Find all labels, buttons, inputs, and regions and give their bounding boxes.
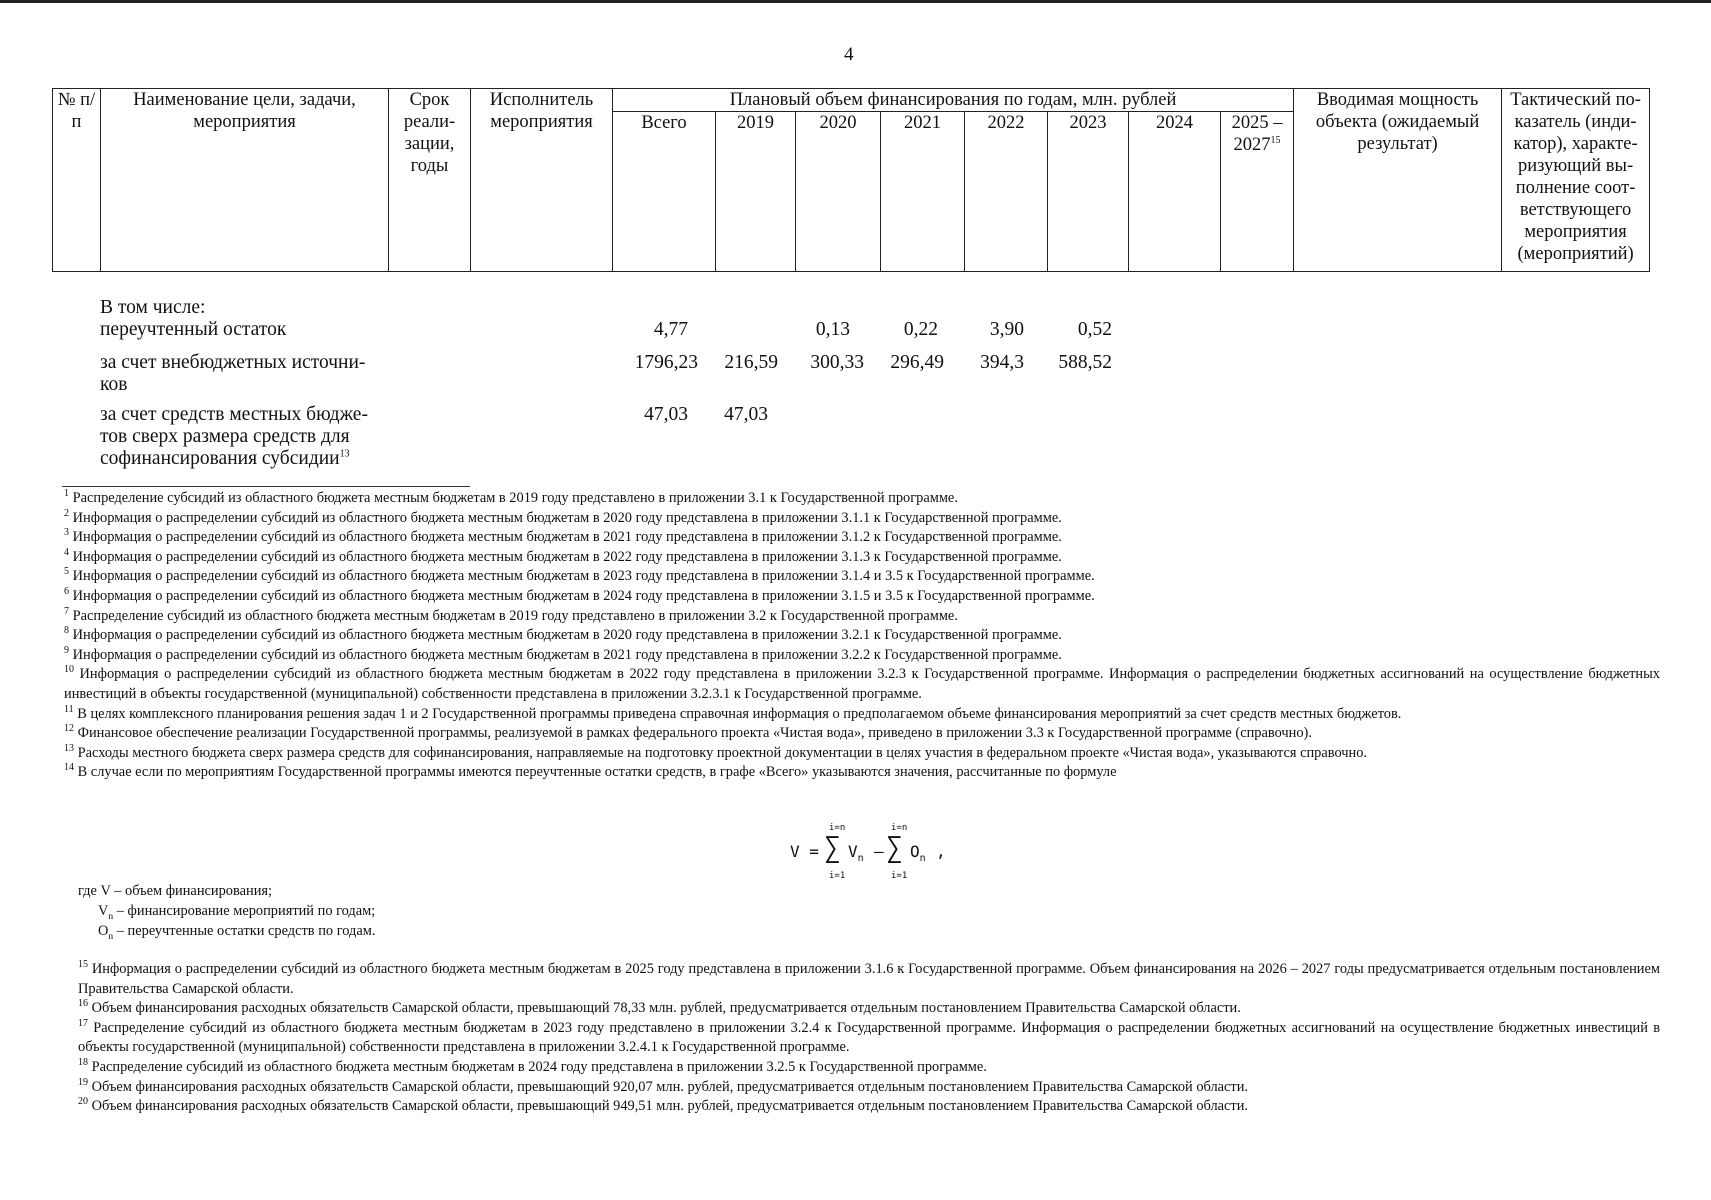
formula-where-line: $O_n$ – переучтенные остатки средств по годам. xyxy=(98,923,376,942)
header-col-year: 2019 xyxy=(716,112,796,272)
formula-where-line: где V – объем финансирования; xyxy=(78,883,273,899)
footnote: $^7$ Распределение субсидий из областного бюджета местным бюджетам в 2019 году представлено в приложении 3.2 к Государственной программе. xyxy=(64,605,958,624)
footnote: $^9$ Информация о распределении субсидий из областного бюджета местным бюджетам в 2021 году представлена в приложении 3.2.2 к Государственной программе. xyxy=(64,644,1062,663)
footnote: $^1$ Распределение субсидий из областного бюджета местным бюджетам в 2019 году представлено в приложении 3.1 к Государственной программе. xyxy=(64,488,958,506)
cell-total: 1796,23 xyxy=(634,352,698,373)
cell-total: 4,77 xyxy=(653,319,688,340)
footnote: $^{18}$ Распределение субсидий из областного бюджета местным бюджетам в 2024 году представлена в приложении 3.2.5 к Государственной программе. xyxy=(78,1057,987,1075)
cell-2019: 216,59 xyxy=(724,352,778,373)
header-col-indicator: Тактический по- казатель (инди- катор), характе- ризующий вы- полнение соот- ветствующего мероприятия (мероприятий) xyxy=(1502,89,1650,272)
cell-2023: 588,52 xyxy=(1058,352,1112,373)
footnote: $^5$ Информация о распределении субсидий из областного бюджета местным бюджетам в 2023 году представлена в приложении 3.1.4 и 3.5 к Государственной программе. xyxy=(64,566,1095,585)
footnote: $^3$ Информация о распределении субсидий из областного бюджета местным бюджетам в 2021 году представлена в приложении 3.1.2 к Государственной программе. xyxy=(64,527,1062,546)
header-col-year: 2021 xyxy=(881,112,965,272)
header-col-year: 2022 xyxy=(965,112,1048,272)
cell-2020: 0,13 xyxy=(815,319,850,340)
including-label: В том числе: xyxy=(100,297,206,318)
footnote: $^{11}$ В целях комплексного планирования решения задач 1 и 2 Государственной программы приведена справочная информация о предполагаемом объеме финансирования мероприятий за счет средств местных бюджетов. xyxy=(64,703,1402,722)
sigma-icon: ∑ xyxy=(824,831,841,864)
page-number: 4 xyxy=(844,44,854,65)
header-col-executor: Исполнитель мероприятия xyxy=(471,89,613,272)
header-col-year: 2020 xyxy=(796,112,881,272)
footnote: $^2$ Информация о распределении субсидий из областного бюджета местным бюджетам в 2020 году представлена в приложении 3.1.1 к Государственной программе. xyxy=(64,507,1062,526)
footnote: $^{17}$ Распределение субсидий из областного бюджета местным бюджетам в 2023 году представлено в приложении 3.2.4 к Государственной программе. Информация о распределении бюджетных ассигнований на осуществление бюджетных инвестиций в объекты государственной (муниципальной) собственности представлена в приложении 3.2.4.1 к Государственной программе. xyxy=(78,1017,1660,1056)
footnote: $^8$ Информация о распределении субсидий из областного бюджета местным бюджетам в 2020 году представлена в приложении 3.2.1 к Государственной программе. xyxy=(64,625,1062,644)
financing-table-header xyxy=(52,88,1650,272)
footnote: $^{20}$ Объем финансирования расходных обязательств Самарской области, превышающий 949,51 млн. рублей, предусматривается отдельным постановлением Правительства Самарской области. xyxy=(78,1096,1249,1115)
cell-total: 47,03 xyxy=(644,404,688,425)
header-col-year: 2023 xyxy=(1048,112,1129,272)
footnote: $^6$ Информация о распределении субсидий из областного бюджета местным бюджетам в 2024 году представлена в приложении 3.1.5 и 3.5 к Государственной программе. xyxy=(64,586,1095,604)
footnote: $^{16}$ Объем финансирования расходных обязательств Самарской области, превышающий 78,33 млн. рублей, предусматривается отдельным постановлением Правительства Самарской области. xyxy=(78,998,1241,1017)
footnote-separator xyxy=(62,486,470,487)
cell-2020: 300,33 xyxy=(810,352,864,373)
cell-2022: 3,90 xyxy=(989,319,1024,340)
formula: V = i=n ∑ i=1 $V_n$ – i=n ∑ i=1 $O_n$ , xyxy=(790,823,946,881)
cell-2021: 296,49 xyxy=(890,352,944,373)
footnotes-block-1 xyxy=(64,489,1664,783)
cell-2019: 47,03 xyxy=(724,404,768,425)
formula-where-line: $V_n$ – финансирование мероприятий по годам; xyxy=(98,903,376,922)
row-label-carryover: переучтенный остаток xyxy=(100,319,287,340)
cell-2021: 0,22 xyxy=(903,319,938,340)
footnotes-block-2 xyxy=(78,960,1660,1117)
header-col-term: Срок реали- зации, годы xyxy=(389,89,471,272)
header-col-2025-2027: 2025 – 2027$^{15}$ xyxy=(1221,112,1294,272)
footnote: $^{13}$ Расходы местного бюджета сверх размера средств для софинансирования, направляемые на подготовку проектной документации в целях участия в федеральном проекте «Чистая вода», указываются справочно. xyxy=(64,742,1368,761)
cell-2023: 0,52 xyxy=(1077,319,1112,340)
header-col-year: 2024 xyxy=(1129,112,1221,272)
header-col-capacity: Вводимая мощность объекта (ожидаемый результат) xyxy=(1294,89,1502,272)
footnote: $^{14}$ В случае если по мероприятиям Государственной программы имеются переучтенные остатки средств, в графе «Всего» указываются значения, рассчитанные по формуле xyxy=(64,762,1117,781)
row-label-extrabudget: за счет внебюджетных источни- ков xyxy=(100,352,366,395)
footnote: $^4$ Информация о распределении субсидий из областного бюджета местным бюджетам в 2022 году представлена в приложении 3.1.3 к Государственной программе. xyxy=(64,546,1062,565)
cell-2022: 394,3 xyxy=(980,352,1024,373)
sigma-icon: ∑ xyxy=(886,831,903,864)
row-label-local-budgets: за счет средств местных бюдже- тов сверх размера средств для софинансирования субсидии$^{13}$ xyxy=(100,404,368,469)
footnote: $^{19}$ Объем финансирования расходных обязательств Самарской области, превышающий 920,07 млн. рублей, предусматривается отдельным постановлением Правительства Самарской области. xyxy=(78,1076,1249,1095)
header-col-total: Всего xyxy=(613,112,716,272)
header-financing-group: Плановый объем финансирования по годам, млн. рублей xyxy=(613,89,1294,112)
footnote: $^{15}$ Информация о распределении субсидий из областного бюджета местным бюджетам в 2025 году представлена в приложении 3.1.6 к Государственной программе. Объем финансирования на 2026 – 2027 годы предусматривается отдельным постановлением Правительства Самарской области. xyxy=(78,959,1660,997)
header-col-number: № п/п xyxy=(53,89,101,272)
footnote: $^{12}$ Финансовое обеспечение реализации Государственной программы, реализуемой в рамках федерального проекта «Чистая вода», приведено в приложении 3.3 к Государственной программе (справочно). xyxy=(64,723,1312,742)
footnote: $^{10}$ Информация о распределении субсидий из областного бюджета местным бюджетам в 2022 году представлена в приложении 3.2.3 к Государственной программе. Информация о распределении бюджетных ассигнований на осуществление бюджетных инвестиций в объекты государственной (муниципальной) собственности представлена в приложении 3.2.3.1 к Государственной программе. xyxy=(64,664,1660,702)
top-border-line xyxy=(0,0,1711,3)
header-col-name: Наименование цели, задачи, мероприятия xyxy=(101,89,389,272)
